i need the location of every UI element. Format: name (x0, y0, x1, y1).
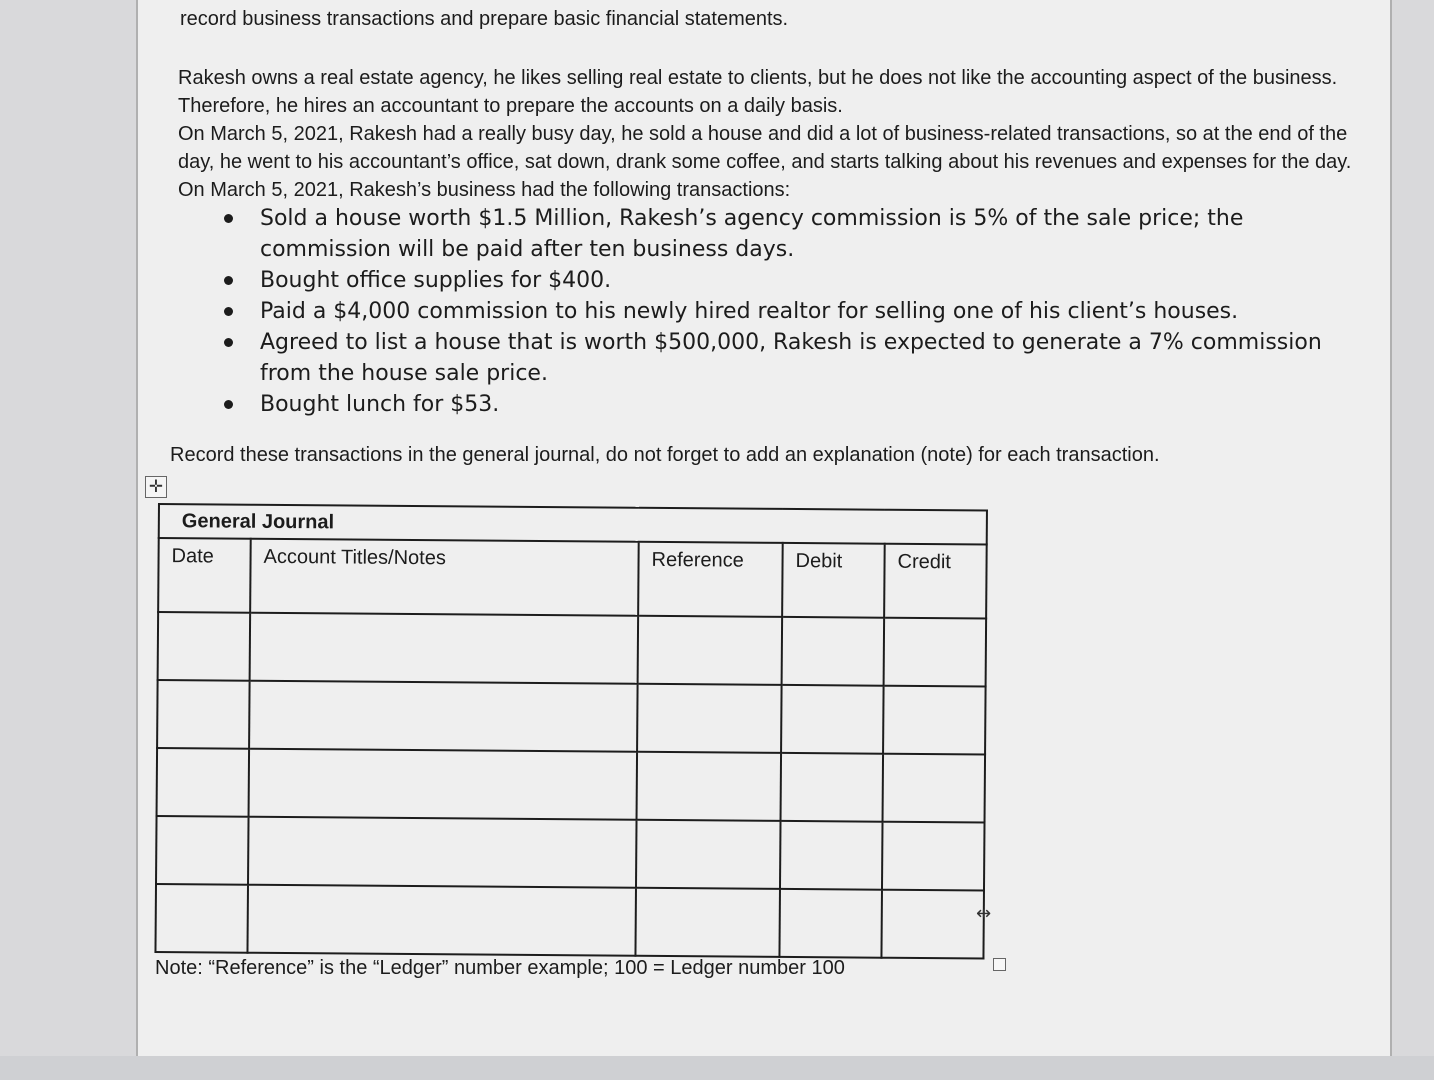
paragraph-1: Rakesh owns a real estate agency, he likes selling real estate to clients, but he does not like the accounting aspect of the business. Therefore, he hires an accountant to prepare the accounts on a daily basis. (178, 67, 1338, 117)
credit-cell[interactable] (881, 890, 984, 959)
account-cell[interactable] (248, 817, 637, 888)
credit-cell[interactable] (882, 822, 985, 891)
credit-cell[interactable] (884, 618, 987, 687)
reference-cell[interactable] (638, 616, 783, 685)
column-header-debit: Debit (782, 543, 885, 618)
account-cell[interactable] (249, 681, 638, 752)
list-item: Sold a house worth $1.5 Million, Rakesh’s agency commission is 5% of the sale price; the commission will be paid after ten business days. (220, 203, 1370, 265)
general-journal-table (154, 503, 988, 960)
intro-line: record business transactions and prepare basic financial statements. (180, 8, 789, 30)
table-row (156, 816, 985, 891)
column-resize-cursor-icon: ⇹ (976, 903, 992, 923)
credit-cell[interactable] (883, 754, 986, 823)
list-item: Bought office supplies for $400. (220, 265, 1370, 296)
table-row (155, 884, 984, 959)
list-item: Agreed to list a house that is worth $500,000, Rakesh is expected to generate a 7% commission from the house sale price. (220, 327, 1370, 389)
date-cell[interactable] (156, 816, 249, 885)
table-resize-icon[interactable] (993, 958, 1006, 971)
debit-cell[interactable] (782, 617, 885, 686)
list-item: Paid a $4,000 commission to his newly hired realtor for selling one of his client’s houses. (220, 296, 1370, 327)
reference-note: Note: “Reference” is the “Ledger” number example; 100 = Ledger number 100 (155, 957, 845, 979)
debit-cell[interactable] (779, 889, 882, 958)
date-cell[interactable] (158, 612, 251, 681)
instruction-text: Record these transactions in the general journal, do not forget to add an explanation (note) for each transaction. (170, 444, 1160, 466)
bullet-icon (224, 276, 233, 285)
column-header-reference: Reference (638, 542, 783, 617)
date-cell[interactable] (157, 680, 250, 749)
reference-cell[interactable] (635, 888, 780, 957)
table-row (157, 680, 986, 755)
account-cell[interactable] (249, 749, 638, 820)
paragraph-2: On March 5, 2021, Rakesh had a really busy day, he sold a house and did a lot of business-related transactions, so at the end of the day, he went to his accountant’s office, sat down, drank some coffee, and starts talking about his revenues and expenses for the day. On March 5, 2021, Rakesh’s business had the following transactions: (178, 123, 1352, 201)
transaction-list (220, 203, 1370, 420)
bullet-icon (224, 338, 233, 347)
scenario-text (178, 64, 1368, 204)
account-cell[interactable] (247, 885, 636, 956)
bullet-icon (224, 214, 233, 223)
list-item: Bought lunch for $53. (220, 389, 1370, 420)
table-move-icon[interactable]: ✛ (145, 476, 167, 498)
debit-cell[interactable] (781, 753, 884, 822)
debit-cell[interactable] (780, 821, 883, 890)
reference-cell[interactable] (636, 820, 781, 889)
column-header-credit: Credit (884, 544, 987, 619)
bullet-icon (224, 307, 233, 316)
reference-cell[interactable] (637, 752, 782, 821)
debit-cell[interactable] (781, 685, 884, 754)
table-row (157, 748, 986, 823)
column-header-account-titles: Account Titles/Notes (250, 539, 639, 616)
reference-cell[interactable] (637, 684, 782, 753)
column-header-date: Date (158, 538, 251, 613)
journal-title: General Journal (159, 504, 987, 545)
account-cell[interactable] (250, 613, 639, 684)
table-row (158, 612, 987, 687)
bullet-icon (224, 400, 233, 409)
window-bottom-strip (0, 1056, 1434, 1080)
credit-cell[interactable] (883, 686, 986, 755)
date-cell[interactable] (157, 748, 250, 817)
date-cell[interactable] (155, 884, 248, 953)
